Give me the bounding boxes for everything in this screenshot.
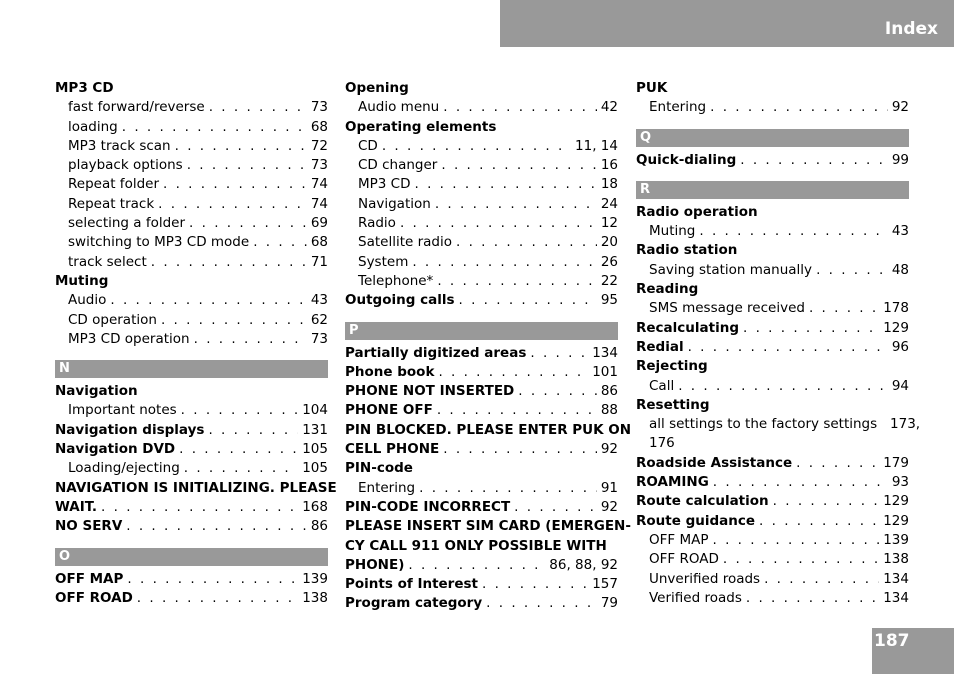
leader-dots: [699, 222, 887, 241]
index-heading: NAVIGATION IS INITIALIZING. PLEASE: [55, 479, 337, 496]
index-entry: [55, 498, 328, 517]
entry-pages: 105: [302, 460, 328, 477]
entry-term: Entering: [358, 479, 416, 496]
entry-term: Verified roads: [649, 589, 742, 606]
entry-pages: 71: [310, 253, 328, 270]
leader-dots: [110, 291, 306, 310]
index-heading: Reading: [636, 281, 699, 298]
index-entry: [345, 498, 618, 517]
entry-term: MP3 CD: [358, 176, 411, 193]
entry-term: System: [358, 253, 409, 270]
leader-dots: [816, 261, 888, 280]
leader-dots: [746, 589, 879, 608]
entry-pages: 139: [302, 570, 328, 587]
page-number-box: [872, 628, 954, 674]
leader-dots: [122, 118, 307, 137]
leader-dots: [419, 479, 597, 498]
entry-pages: 134: [883, 589, 909, 606]
leader-dots: [127, 570, 298, 589]
entry-term: Outgoing calls: [345, 292, 455, 309]
entry-term: Audio menu: [358, 99, 440, 116]
entry-pages: 73: [310, 157, 328, 174]
leader-dots: [773, 492, 880, 511]
leader-dots: [126, 517, 307, 536]
index-column-2: [345, 79, 632, 614]
entry-term: Loading/ejecting: [68, 460, 180, 477]
entry-pages: 20: [600, 234, 618, 251]
leader-dots: [458, 291, 596, 310]
leader-dots: [158, 195, 307, 214]
entry-term: Route calculation: [636, 493, 769, 510]
entry-pages: 86, 88, 92: [549, 556, 618, 573]
index-heading: PIN BLOCKED. PLEASE ENTER PUK ON: [345, 421, 632, 438]
index-heading: Opening: [345, 80, 409, 96]
entry-term: NO SERV: [55, 518, 123, 535]
leader-dots: [408, 556, 545, 575]
index-entry: [345, 291, 618, 310]
index-column-1: [55, 79, 337, 608]
index-entry: [55, 570, 328, 589]
entry-term: CD changer: [358, 157, 438, 174]
entry-term: MP3 CD operation: [68, 330, 190, 347]
entry-term: OFF ROAD: [55, 589, 133, 606]
entry-pages: 74: [310, 176, 328, 193]
index-entry: [55, 214, 328, 233]
entry-term: PHONE NOT INSERTED: [345, 383, 515, 400]
section-letter-bar: R: [636, 181, 909, 199]
index-entry: [636, 261, 909, 280]
entry-pages: 134: [592, 344, 618, 361]
entry-term: Saving station manually: [649, 261, 813, 278]
index-entry: [55, 175, 328, 194]
entry-term: Satellite radio: [358, 234, 452, 251]
leader-dots: [151, 253, 307, 272]
index-heading: Resetting: [636, 396, 710, 413]
entry-pages: 73: [310, 330, 328, 347]
entry-pages: 92: [600, 441, 618, 458]
entry-term: Important notes: [68, 402, 177, 419]
index-entry: [345, 253, 618, 272]
leader-dots: [194, 330, 307, 349]
index-entry: [345, 594, 618, 613]
page-number: 187: [874, 631, 910, 651]
entry-pages: 68: [310, 118, 328, 135]
index-heading: PLEASE INSERT SIM CARD (EMERGEN-: [345, 518, 631, 535]
entry-term: PHONE OFF: [345, 402, 433, 419]
index-entry: [55, 459, 328, 478]
entry-pages: 88: [600, 402, 618, 419]
section-letter-bar: Q: [636, 129, 909, 147]
index-heading: Radio operation: [636, 203, 758, 220]
index-entry: [636, 319, 909, 338]
entry-term: playback options: [68, 157, 183, 174]
entry-pages: 101: [592, 363, 618, 380]
entry-pages: 129: [883, 512, 909, 529]
entry-pages: 129: [883, 319, 909, 336]
entry-pages: 68: [310, 234, 328, 251]
leader-dots: [518, 382, 597, 401]
leader-dots: [209, 98, 307, 117]
index-entry: [636, 222, 909, 241]
index-entry: [55, 137, 328, 156]
entry-term: Navigation DVD: [55, 441, 176, 458]
index-heading: Operating elements: [345, 118, 497, 135]
entry-pages: 92: [891, 99, 909, 116]
leader-dots: [187, 156, 307, 175]
entry-term: Phone book: [345, 363, 435, 380]
entry-pages: 104: [302, 402, 328, 419]
leader-dots: [208, 421, 298, 440]
section-letter-bar: N: [55, 360, 328, 378]
leader-dots: [253, 233, 307, 252]
index-entry: [345, 363, 618, 382]
entry-term: CELL PHONE: [345, 441, 440, 458]
entry-pages: 95: [600, 292, 618, 309]
index-entry: [55, 291, 328, 310]
entry-pages: 138: [883, 551, 909, 568]
leader-dots: [486, 594, 597, 613]
index-heading: Radio station: [636, 242, 738, 259]
index-entry: [636, 338, 909, 357]
index-entry: [636, 454, 909, 473]
entry-pages: 178: [883, 300, 909, 317]
entry-pages: 93: [891, 474, 909, 491]
entry-term: Audio: [68, 292, 107, 309]
index-entry: [345, 175, 618, 194]
leader-dots: [678, 377, 888, 396]
entry-term: Navigation: [358, 195, 431, 212]
entry-pages: 26: [600, 253, 618, 270]
index-heading: Rejecting: [636, 358, 708, 375]
entry-term: Muting: [649, 223, 696, 240]
entry-pages: 79: [600, 595, 618, 612]
index-entry: [345, 440, 618, 459]
index-entry: [55, 330, 328, 349]
entry-pages: 22: [600, 272, 618, 289]
index-entry: [55, 311, 328, 330]
entry-term: Navigation displays: [55, 421, 205, 438]
entry-term: Route guidance: [636, 512, 756, 529]
index-heading: Muting: [55, 272, 109, 289]
entry-pages: 72: [310, 137, 328, 154]
entry-pages: 134: [883, 570, 909, 587]
leader-dots: [412, 253, 596, 272]
entry-term: OFF MAP: [55, 570, 124, 587]
leader-dots: [438, 363, 588, 382]
entry-term: SMS message received: [649, 300, 805, 317]
entry-pages: 168: [302, 498, 328, 515]
leader-dots: [796, 454, 879, 473]
entry-pages: 74: [310, 195, 328, 212]
index-entry: [345, 401, 618, 420]
entry-term: CD operation: [68, 311, 157, 328]
entry-term: PIN-CODE INCORRECT: [345, 498, 511, 515]
leader-dots: [400, 214, 597, 233]
entry-pages: 16: [600, 157, 618, 174]
entry-pages: 86: [600, 383, 618, 400]
index-continuation: all settings to the factory settings 173,: [649, 416, 921, 433]
index-entry: [636, 98, 909, 117]
index-entry: [345, 272, 618, 291]
entry-pages: 139: [883, 531, 909, 548]
index-entry: [636, 550, 909, 569]
index-entry: [636, 299, 909, 318]
entry-pages: 138: [302, 589, 328, 606]
section-letter-bar: O: [55, 548, 328, 566]
entry-term: ROAMING: [636, 474, 709, 491]
page-title: Index: [884, 19, 938, 39]
index-entry: [636, 492, 909, 511]
leader-dots: [179, 440, 298, 459]
entry-term: Quick-dialing: [636, 151, 737, 168]
leader-dots: [382, 137, 571, 156]
index-heading: PIN-code: [345, 460, 413, 477]
index-entry: [55, 195, 328, 214]
entry-pages: 69: [310, 215, 328, 232]
entry-pages: 43: [891, 223, 909, 240]
entry-term: Recalculating: [636, 319, 739, 336]
index-entry: [345, 479, 618, 498]
index-entry: [55, 98, 328, 117]
index-entry: [345, 575, 618, 594]
entry-pages: 96: [891, 338, 909, 355]
entry-pages: 157: [592, 576, 618, 593]
entry-term: OFF ROAD: [649, 551, 719, 568]
leader-dots: [743, 319, 879, 338]
index-entry: [55, 589, 328, 608]
index-entry: [345, 98, 618, 117]
entry-term: Telephone*: [358, 272, 434, 289]
leader-dots: [137, 589, 298, 608]
header-bar: [500, 0, 954, 47]
entry-pages: 11, 14: [575, 137, 618, 154]
leader-dots: [175, 137, 307, 156]
index-heading: CY CALL 911 ONLY POSSIBLE WITH: [345, 537, 607, 554]
entry-pages: 179: [883, 454, 909, 471]
index-entry: [345, 195, 618, 214]
index-heading: PUK: [636, 80, 668, 96]
leader-dots: [514, 498, 597, 517]
leader-dots: [437, 401, 597, 420]
leader-dots: [435, 195, 597, 214]
index-entry: [55, 233, 328, 252]
leader-dots: [740, 151, 888, 170]
entry-pages: 105: [302, 441, 328, 458]
leader-dots: [530, 344, 588, 363]
entry-term: loading: [68, 118, 118, 135]
leader-dots: [712, 531, 879, 550]
entry-term: WAIT.: [55, 498, 98, 515]
entry-pages: 131: [302, 421, 328, 438]
index-continuation: 176: [649, 435, 675, 452]
entry-pages: 92: [600, 498, 618, 515]
leader-dots: [723, 550, 879, 569]
index-entry: [55, 517, 328, 536]
index-entry: [345, 214, 618, 233]
index-entry: [636, 570, 909, 589]
index-entry: [636, 531, 909, 550]
entry-term: Repeat track: [68, 195, 155, 212]
entry-term: track select: [68, 253, 147, 270]
index-column-3: [636, 79, 921, 608]
entry-pages: 73: [310, 99, 328, 116]
entry-pages: 48: [891, 261, 909, 278]
entry-pages: 129: [883, 493, 909, 510]
index-entry: [345, 233, 618, 252]
index-entry: [55, 421, 328, 440]
entry-term: Partially digitized areas: [345, 344, 527, 361]
entry-term: fast forward/reverse: [68, 99, 205, 116]
section-letter-bar: P: [345, 322, 618, 340]
index-entry: [55, 156, 328, 175]
leader-dots: [443, 440, 597, 459]
leader-dots: [415, 175, 597, 194]
index-entry: [345, 137, 618, 156]
index-entry: [345, 382, 618, 401]
entry-term: Points of Interest: [345, 576, 478, 593]
entry-term: Program category: [345, 595, 483, 612]
index-entry: [636, 151, 909, 170]
leader-dots: [163, 175, 307, 194]
index-entry: [345, 156, 618, 175]
entry-term: CD: [358, 137, 378, 154]
index-entry: [55, 440, 328, 459]
leader-dots: [101, 498, 298, 517]
entry-term: selecting a folder: [68, 215, 186, 232]
leader-dots: [161, 311, 307, 330]
entry-term: PHONE): [345, 556, 405, 573]
leader-dots: [437, 272, 597, 291]
leader-dots: [764, 570, 879, 589]
leader-dots: [443, 98, 597, 117]
entry-term: Entering: [649, 99, 707, 116]
entry-term: Repeat folder: [68, 176, 159, 193]
leader-dots: [184, 459, 298, 478]
index-entry: [636, 377, 909, 396]
entry-pages: 94: [891, 377, 909, 394]
leader-dots: [456, 233, 597, 252]
leader-dots: [441, 156, 596, 175]
index-entry: [636, 473, 909, 492]
entry-term: Roadside Assistance: [636, 454, 793, 471]
index-entry: [55, 401, 328, 420]
entry-pages: 12: [600, 215, 618, 232]
leader-dots: [759, 512, 879, 531]
leader-dots: [688, 338, 888, 357]
entry-term: Unverified roads: [649, 570, 761, 587]
entry-term: Call: [649, 377, 675, 394]
entry-pages: 18: [600, 176, 618, 193]
index-entry: [345, 344, 618, 363]
index-entry: [55, 253, 328, 272]
leader-dots: [809, 299, 879, 318]
leader-dots: [181, 401, 299, 420]
entry-term: Radio: [358, 215, 396, 232]
entry-term: OFF MAP: [649, 531, 709, 548]
entry-term: MP3 track scan: [68, 137, 171, 154]
index-entry: [55, 118, 328, 137]
index-entry: [345, 556, 618, 575]
entry-term: switching to MP3 CD mode: [68, 234, 250, 251]
leader-dots: [482, 575, 588, 594]
leader-dots: [710, 98, 888, 117]
entry-pages: 42: [600, 99, 618, 116]
index-entry: [636, 589, 909, 608]
entry-pages: 91: [600, 479, 618, 496]
entry-pages: 99: [891, 151, 909, 168]
index-heading: MP3 CD: [55, 80, 114, 96]
leader-dots: [713, 473, 888, 492]
entry-pages: 43: [310, 292, 328, 309]
entry-pages: 86: [310, 518, 328, 535]
entry-pages: 62: [310, 311, 328, 328]
leader-dots: [189, 214, 307, 233]
index-heading: Navigation: [55, 383, 138, 400]
index-entry: [636, 512, 909, 531]
entry-pages: 24: [600, 195, 618, 212]
entry-term: Redial: [636, 338, 684, 355]
